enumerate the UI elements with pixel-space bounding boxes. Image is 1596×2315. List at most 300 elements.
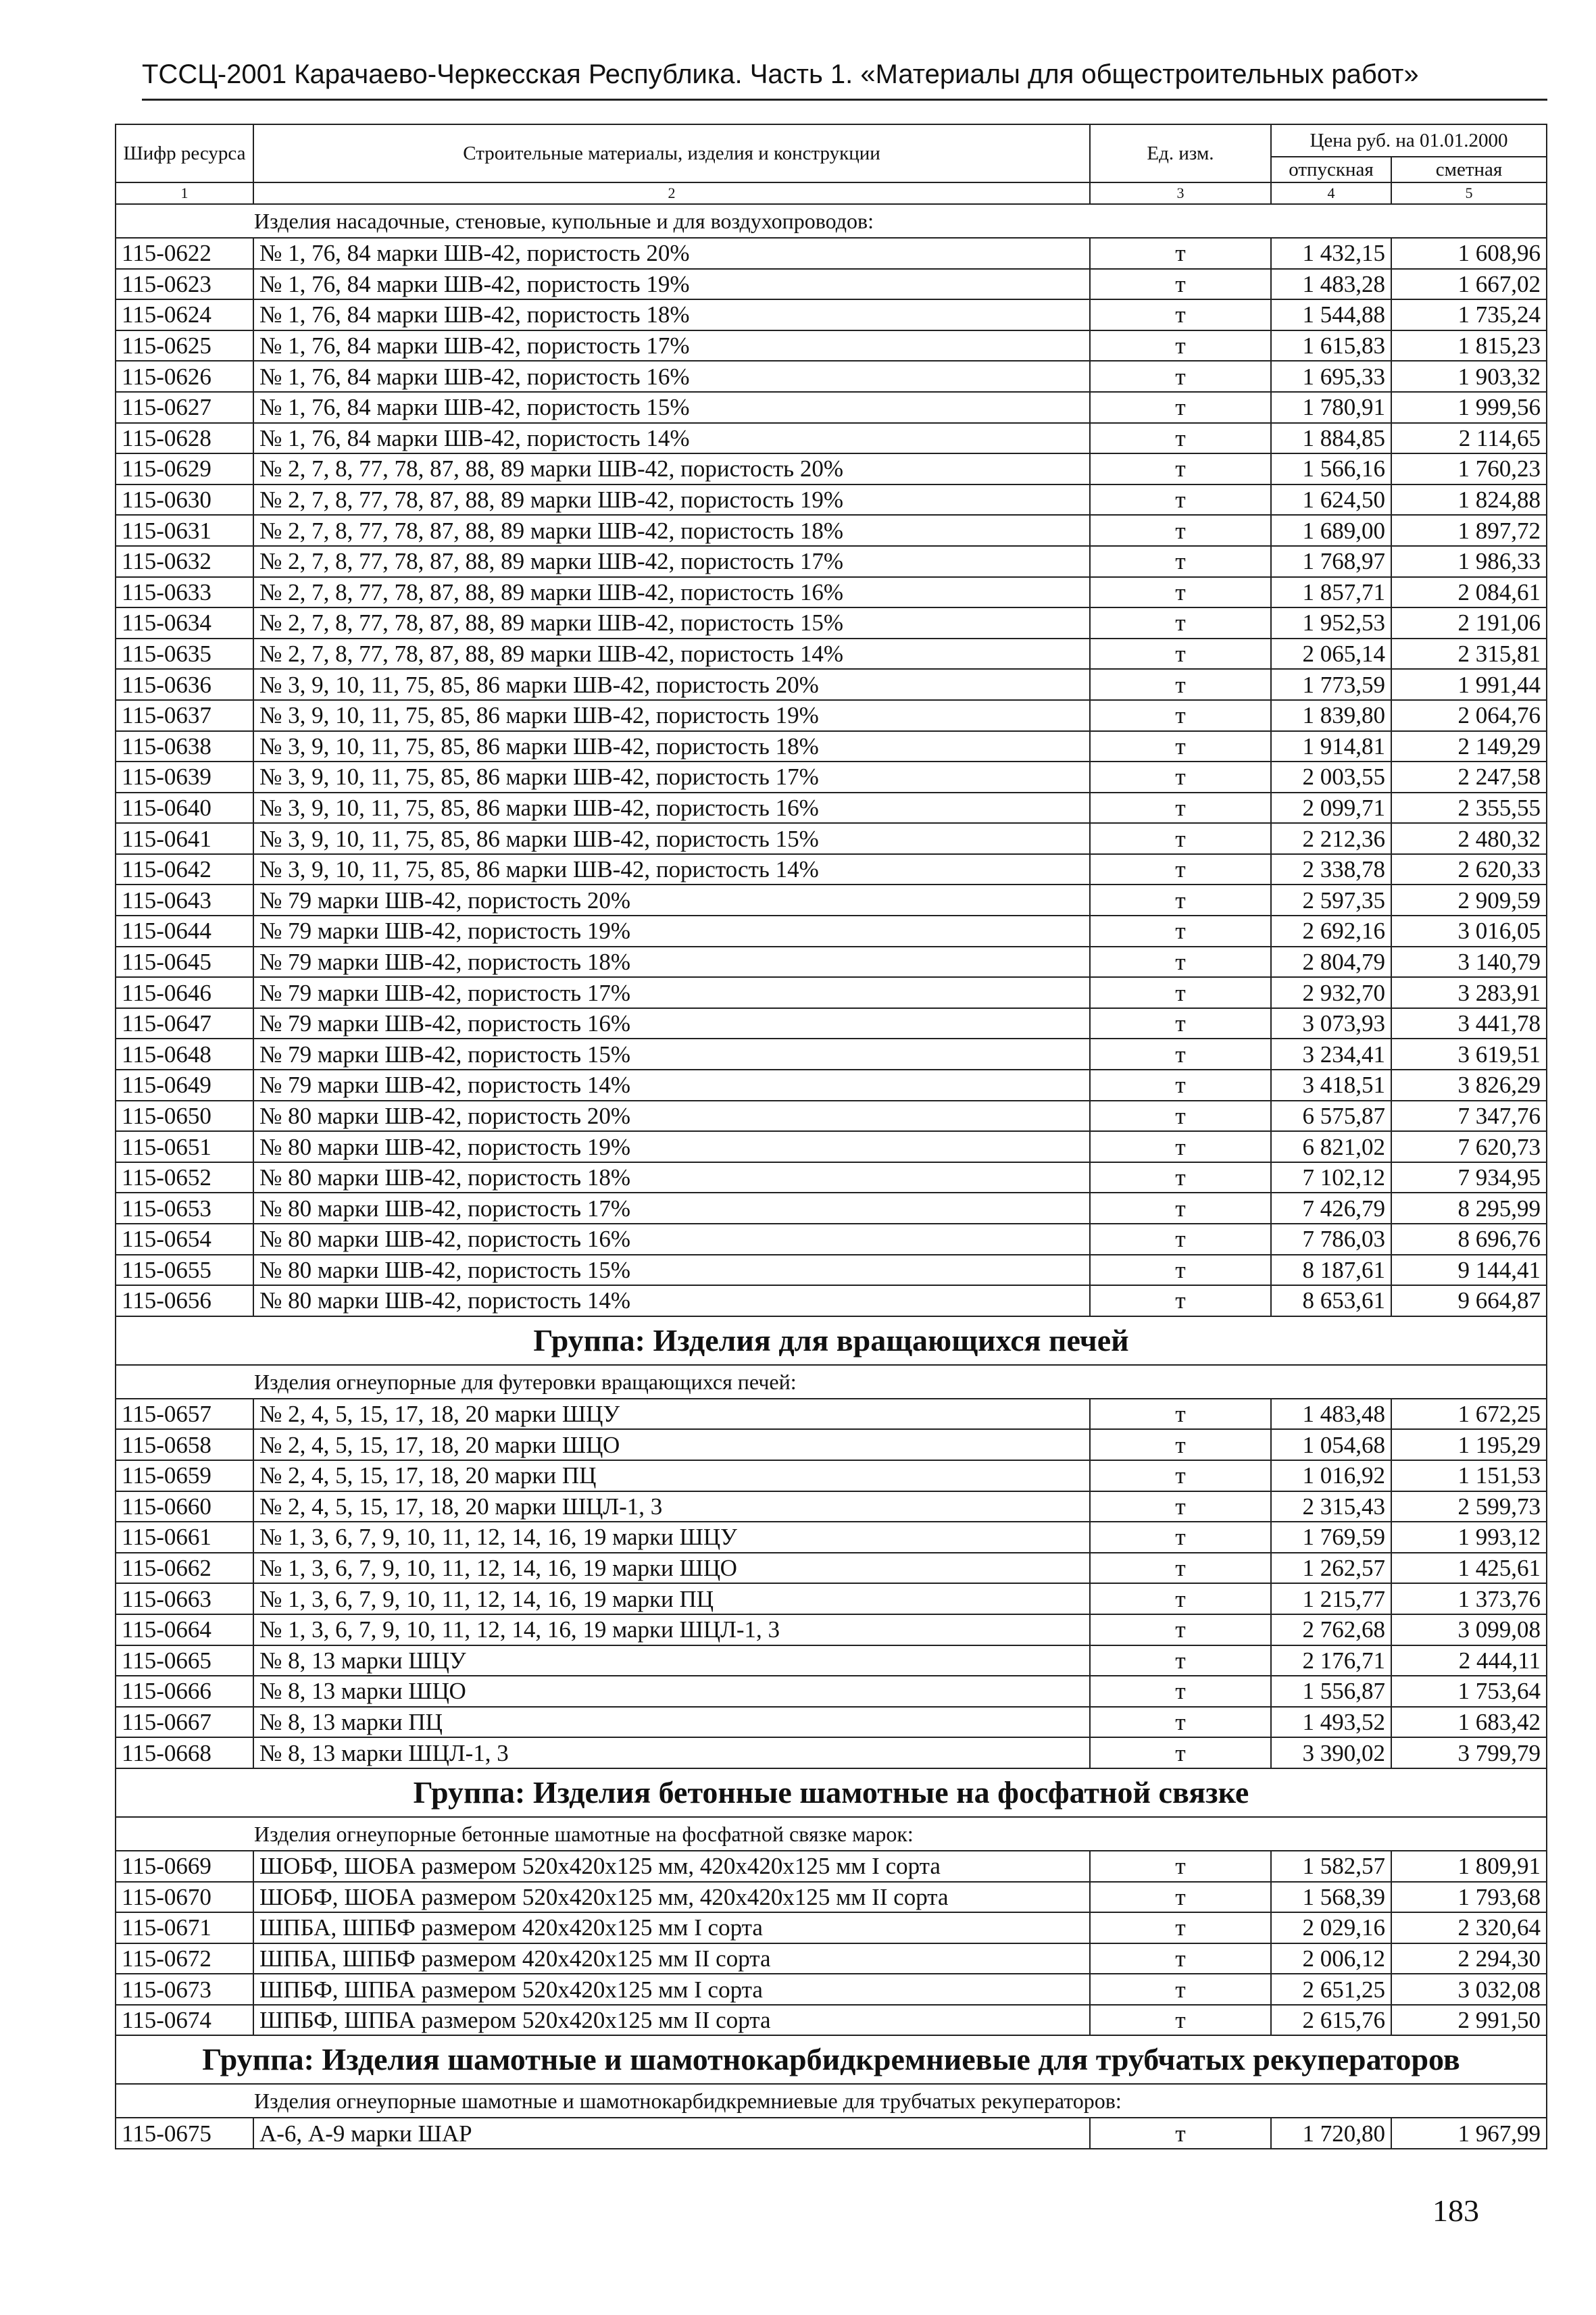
release-price-cell: 7 786,03 <box>1271 1224 1391 1255</box>
resource-code-cell: 115-0673 <box>116 1974 253 2005</box>
material-name-cell: № 79 марки ШВ-42, пористость 18% <box>253 947 1090 978</box>
release-price-cell: 1 568,39 <box>1271 1882 1391 1913</box>
release-price-cell: 2 804,79 <box>1271 947 1391 978</box>
release-price-cell: 2 212,36 <box>1271 823 1391 854</box>
resource-code-cell: 115-0652 <box>116 1162 253 1193</box>
unit-cell: т <box>1090 947 1271 978</box>
price-table-header <box>116 124 1547 204</box>
resource-code-cell: 115-0645 <box>116 947 253 978</box>
section-intro: Изделия огнеупорные шамотные и шамотнокарбидкремниевые для трубчатых рекуператоров: <box>116 2084 1547 2118</box>
table-row <box>116 1737 1547 1768</box>
resource-code-cell: 115-0653 <box>116 1193 253 1224</box>
resource-code-cell: 115-0658 <box>116 1429 253 1460</box>
resource-code-cell: 115-0641 <box>116 823 253 854</box>
unit-cell: т <box>1090 299 1271 330</box>
resource-code-cell: 115-0642 <box>116 854 253 885</box>
table-row <box>116 1645 1547 1676</box>
release-price-cell: 1 483,28 <box>1271 269 1391 300</box>
release-price-cell: 2 692,16 <box>1271 916 1391 947</box>
estimate-price-cell: 1 760,23 <box>1391 453 1547 484</box>
material-name-cell: № 3, 9, 10, 11, 75, 85, 86 марки ШВ-42, пористость 15% <box>253 823 1090 854</box>
resource-code-cell: 115-0662 <box>116 1553 253 1584</box>
resource-code-cell: 115-0672 <box>116 1943 253 1974</box>
resource-code-cell: 115-0639 <box>116 762 253 793</box>
table-row <box>116 1399 1547 1430</box>
resource-code-cell: 115-0666 <box>116 1676 253 1707</box>
column-number-4: 4 <box>1271 182 1391 204</box>
unit-cell: т <box>1090 885 1271 916</box>
release-price-cell: 1 884,85 <box>1271 423 1391 454</box>
estimate-price-cell: 2 909,59 <box>1391 885 1547 916</box>
group-heading-row <box>116 1316 1547 1365</box>
material-name-cell: № 2, 7, 8, 77, 78, 87, 88, 89 марки ШВ-42, пористость 18% <box>253 515 1090 546</box>
resource-code-cell: 115-0648 <box>116 1039 253 1070</box>
column-header-code: Шифр ресурса <box>116 124 253 182</box>
column-header-price-group: Цена руб. на 01.01.2000 <box>1271 124 1547 157</box>
page-number: 183 <box>1432 2193 1479 2228</box>
unit-cell: т <box>1090 1882 1271 1913</box>
material-name-cell: № 2, 4, 5, 15, 17, 18, 20 марки ПЦ <box>253 1460 1090 1491</box>
table-row <box>116 1070 1547 1101</box>
table-row <box>116 731 1547 762</box>
unit-cell: т <box>1090 1224 1271 1255</box>
release-price-cell: 1 556,87 <box>1271 1676 1391 1707</box>
material-name-cell: № 80 марки ШВ-42, пористость 20% <box>253 1101 1090 1132</box>
material-name-cell: № 2, 7, 8, 77, 78, 87, 88, 89 марки ШВ-42, пористость 15% <box>253 607 1090 639</box>
resource-code-cell: 115-0627 <box>116 392 253 423</box>
resource-code-cell: 115-0644 <box>116 916 253 947</box>
release-price-cell: 1 689,00 <box>1271 515 1391 546</box>
estimate-price-cell: 1 809,91 <box>1391 1851 1547 1882</box>
table-row <box>116 947 1547 978</box>
material-name-cell: № 3, 9, 10, 11, 75, 85, 86 марки ШВ-42, пористость 14% <box>253 854 1090 885</box>
unit-cell: т <box>1090 1943 1271 1974</box>
material-name-cell: № 2, 7, 8, 77, 78, 87, 88, 89 марки ШВ-42, пористость 17% <box>253 546 1090 577</box>
unit-cell: т <box>1090 453 1271 484</box>
material-name-cell: № 1, 76, 84 марки ШВ-42, пористость 19% <box>253 269 1090 300</box>
resource-code-cell: 115-0624 <box>116 299 253 330</box>
release-price-cell: 2 932,70 <box>1271 977 1391 1008</box>
material-name-cell: № 1, 76, 84 марки ШВ-42, пористость 14% <box>253 423 1090 454</box>
unit-cell: т <box>1090 546 1271 577</box>
section-intro-row <box>116 1365 1547 1399</box>
estimate-price-cell: 1 903,32 <box>1391 361 1547 392</box>
estimate-price-cell: 1 753,64 <box>1391 1676 1547 1707</box>
unit-cell: т <box>1090 1070 1271 1101</box>
material-name-cell: № 80 марки ШВ-42, пористость 15% <box>253 1255 1090 1286</box>
resource-code-cell: 115-0671 <box>116 1912 253 1943</box>
unit-cell: т <box>1090 1676 1271 1707</box>
estimate-price-cell: 1 999,56 <box>1391 392 1547 423</box>
resource-code-cell: 115-0665 <box>116 1645 253 1676</box>
unit-cell: т <box>1090 823 1271 854</box>
material-name-cell: № 3, 9, 10, 11, 75, 85, 86 марки ШВ-42, пористость 18% <box>253 731 1090 762</box>
material-name-cell: № 3, 9, 10, 11, 75, 85, 86 марки ШВ-42, пористость 17% <box>253 762 1090 793</box>
estimate-price-cell: 2 294,30 <box>1391 1943 1547 1974</box>
unit-cell: т <box>1090 1974 1271 2005</box>
table-row <box>116 977 1547 1008</box>
resource-code-cell: 115-0636 <box>116 669 253 700</box>
material-name-cell: № 79 марки ШВ-42, пористость 17% <box>253 977 1090 1008</box>
resource-code-cell: 115-0659 <box>116 1460 253 1491</box>
unit-cell: т <box>1090 423 1271 454</box>
material-name-cell: № 80 марки ШВ-42, пористость 18% <box>253 1162 1090 1193</box>
release-price-cell: 2 762,68 <box>1271 1614 1391 1645</box>
estimate-price-cell: 9 144,41 <box>1391 1255 1547 1286</box>
release-price-cell: 1 952,53 <box>1271 607 1391 639</box>
release-price-cell: 1 016,92 <box>1271 1460 1391 1491</box>
material-name-cell: ШОБФ, ШОБА размером 520x420x125 мм, 420x420x125 мм II сорта <box>253 1882 1090 1913</box>
unit-cell: т <box>1090 2005 1271 2036</box>
estimate-price-cell: 7 620,73 <box>1391 1131 1547 1162</box>
release-price-cell: 7 426,79 <box>1271 1193 1391 1224</box>
resource-code-cell: 115-0630 <box>116 484 253 516</box>
resource-code-cell: 115-0663 <box>116 1583 253 1614</box>
table-row <box>116 1131 1547 1162</box>
material-name-cell: ШПБА, ШПБФ размером 420x420x125 мм I сорта <box>253 1912 1090 1943</box>
release-price-cell: 3 234,41 <box>1271 1039 1391 1070</box>
table-row <box>116 1882 1547 1913</box>
header-rule <box>142 99 1547 101</box>
material-name-cell: № 2, 4, 5, 15, 17, 18, 20 марки ШЦЛ-1, 3 <box>253 1491 1090 1522</box>
unit-cell: т <box>1090 639 1271 670</box>
release-price-cell: 1 566,16 <box>1271 453 1391 484</box>
estimate-price-cell: 2 991,50 <box>1391 2005 1547 2036</box>
release-price-cell: 1 582,57 <box>1271 1851 1391 1882</box>
page-header-title: ТССЦ-2001 Карачаево-Черкесская Республика. Часть 1. «Материалы для общестроительных работ» <box>142 59 1419 89</box>
table-row <box>116 1008 1547 1039</box>
table-row <box>116 1255 1547 1286</box>
resource-code-cell: 115-0640 <box>116 793 253 824</box>
unit-cell: т <box>1090 1162 1271 1193</box>
table-row <box>116 1193 1547 1224</box>
resource-code-cell: 115-0660 <box>116 1491 253 1522</box>
release-price-cell: 1 768,97 <box>1271 546 1391 577</box>
resource-code-cell: 115-0646 <box>116 977 253 1008</box>
estimate-price-cell: 2 355,55 <box>1391 793 1547 824</box>
material-name-cell: № 8, 13 марки ПЦ <box>253 1707 1090 1738</box>
material-name-cell: № 1, 76, 84 марки ШВ-42, пористость 20% <box>253 238 1090 269</box>
resource-code-cell: 115-0667 <box>116 1707 253 1738</box>
table-row <box>116 1583 1547 1614</box>
release-price-cell: 2 176,71 <box>1271 1645 1391 1676</box>
estimate-price-cell: 2 315,81 <box>1391 639 1547 670</box>
resource-code-cell: 115-0631 <box>116 515 253 546</box>
table-row <box>116 330 1547 362</box>
unit-cell: т <box>1090 1553 1271 1584</box>
resource-code-cell: 115-0650 <box>116 1101 253 1132</box>
price-table-body <box>116 204 1547 2149</box>
column-header-estimate: сметная <box>1391 157 1547 182</box>
unit-cell: т <box>1090 1101 1271 1132</box>
material-name-cell: № 80 марки ШВ-42, пористость 19% <box>253 1131 1090 1162</box>
unit-cell: т <box>1090 577 1271 608</box>
estimate-price-cell: 1 815,23 <box>1391 330 1547 362</box>
unit-cell: т <box>1090 607 1271 639</box>
estimate-price-cell: 1 151,53 <box>1391 1460 1547 1491</box>
table-row <box>116 1162 1547 1193</box>
estimate-price-cell: 1 373,76 <box>1391 1583 1547 1614</box>
unit-cell: т <box>1090 916 1271 947</box>
column-header-name: Строительные материалы, изделия и конструкции <box>253 124 1090 182</box>
unit-cell: т <box>1090 484 1271 516</box>
unit-cell: т <box>1090 1460 1271 1491</box>
material-name-cell: № 79 марки ШВ-42, пористость 15% <box>253 1039 1090 1070</box>
table-row <box>116 577 1547 608</box>
material-name-cell: ШОБФ, ШОБА размером 520x420x125 мм, 420x420x125 мм I сорта <box>253 1851 1090 1882</box>
section-intro: Изделия огнеупорные бетонные шамотные на фосфатной связке марок: <box>116 1817 1547 1851</box>
estimate-price-cell: 2 320,64 <box>1391 1912 1547 1943</box>
table-row <box>116 669 1547 700</box>
table-row <box>116 823 1547 854</box>
estimate-price-cell: 2 149,29 <box>1391 731 1547 762</box>
table-row <box>116 854 1547 885</box>
material-name-cell: ШПБФ, ШПБА размером 520x420x125 мм I сорта <box>253 1974 1090 2005</box>
table-row <box>116 361 1547 392</box>
material-name-cell: № 79 марки ШВ-42, пористость 20% <box>253 885 1090 916</box>
table-row <box>116 1553 1547 1584</box>
material-name-cell: № 80 марки ШВ-42, пористость 14% <box>253 1285 1090 1316</box>
estimate-price-cell: 8 295,99 <box>1391 1193 1547 1224</box>
estimate-price-cell: 1 195,29 <box>1391 1429 1547 1460</box>
unit-cell: т <box>1090 1912 1271 1943</box>
material-name-cell: № 1, 76, 84 марки ШВ-42, пористость 16% <box>253 361 1090 392</box>
resource-code-cell: 115-0669 <box>116 1851 253 1882</box>
release-price-cell: 2 615,76 <box>1271 2005 1391 2036</box>
section-intro-row <box>116 2084 1547 2118</box>
resource-code-cell: 115-0622 <box>116 238 253 269</box>
estimate-price-cell: 3 799,79 <box>1391 1737 1547 1768</box>
resource-code-cell: 115-0654 <box>116 1224 253 1255</box>
estimate-price-cell: 1 793,68 <box>1391 1882 1547 1913</box>
material-name-cell: № 80 марки ШВ-42, пористость 17% <box>253 1193 1090 1224</box>
resource-code-cell: 115-0647 <box>116 1008 253 1039</box>
resource-code-cell: 115-0629 <box>116 453 253 484</box>
estimate-price-cell: 2 084,61 <box>1391 577 1547 608</box>
table-row <box>116 762 1547 793</box>
material-name-cell: № 1, 3, 6, 7, 9, 10, 11, 12, 14, 16, 19 марки ПЦ <box>253 1583 1090 1614</box>
unit-cell: т <box>1090 1614 1271 1645</box>
material-name-cell: № 2, 7, 8, 77, 78, 87, 88, 89 марки ШВ-42, пористость 16% <box>253 577 1090 608</box>
material-name-cell: № 1, 76, 84 марки ШВ-42, пористость 15% <box>253 392 1090 423</box>
estimate-price-cell: 1 683,42 <box>1391 1707 1547 1738</box>
material-name-cell: ШПБА, ШПБФ размером 420x420x125 мм II сорта <box>253 1943 1090 1974</box>
material-name-cell: № 1, 3, 6, 7, 9, 10, 11, 12, 14, 16, 19 марки ШЦЛ-1, 3 <box>253 1614 1090 1645</box>
unit-cell: т <box>1090 1707 1271 1738</box>
table-row <box>116 515 1547 546</box>
unit-cell: т <box>1090 269 1271 300</box>
unit-cell: т <box>1090 2118 1271 2149</box>
unit-cell: т <box>1090 238 1271 269</box>
release-price-cell: 1 857,71 <box>1271 577 1391 608</box>
section-intro: Изделия насадочные, стеновые, купольные и для воздухопроводов: <box>116 204 1547 238</box>
release-price-cell: 1 695,33 <box>1271 361 1391 392</box>
material-name-cell: № 8, 13 марки ШЦО <box>253 1676 1090 1707</box>
table-row <box>116 1676 1547 1707</box>
group-heading-row <box>116 1768 1547 1817</box>
table-row <box>116 885 1547 916</box>
unit-cell: т <box>1090 330 1271 362</box>
table-row <box>116 1429 1547 1460</box>
release-price-cell: 2 065,14 <box>1271 639 1391 670</box>
table-row <box>116 269 1547 300</box>
estimate-price-cell: 3 016,05 <box>1391 916 1547 947</box>
resource-code-cell: 115-0675 <box>116 2118 253 2149</box>
unit-cell: т <box>1090 1645 1271 1676</box>
material-name-cell: № 2, 7, 8, 77, 78, 87, 88, 89 марки ШВ-42, пористость 20% <box>253 453 1090 484</box>
table-row <box>116 453 1547 484</box>
material-name-cell: № 3, 9, 10, 11, 75, 85, 86 марки ШВ-42, пористость 19% <box>253 700 1090 731</box>
group-title: Группа: Изделия шамотные и шамотнокарбидкремниевые для трубчатых рекуператоров <box>116 2035 1547 2084</box>
estimate-price-cell: 2 444,11 <box>1391 1645 1547 1676</box>
release-price-cell: 2 099,71 <box>1271 793 1391 824</box>
release-price-cell: 6 575,87 <box>1271 1101 1391 1132</box>
unit-cell: т <box>1090 1737 1271 1768</box>
unit-cell: т <box>1090 1583 1271 1614</box>
release-price-cell: 1 769,59 <box>1271 1522 1391 1553</box>
resource-code-cell: 115-0625 <box>116 330 253 362</box>
estimate-price-cell: 1 672,25 <box>1391 1399 1547 1430</box>
price-table <box>115 124 1547 2149</box>
table-row <box>116 1851 1547 1882</box>
release-price-cell: 2 006,12 <box>1271 1943 1391 1974</box>
resource-code-cell: 115-0674 <box>116 2005 253 2036</box>
estimate-price-cell: 9 664,87 <box>1391 1285 1547 1316</box>
table-row <box>116 639 1547 670</box>
estimate-price-cell: 3 099,08 <box>1391 1614 1547 1645</box>
resource-code-cell: 115-0670 <box>116 1882 253 1913</box>
estimate-price-cell: 3 619,51 <box>1391 1039 1547 1070</box>
unit-cell: т <box>1090 1255 1271 1286</box>
estimate-price-cell: 3 140,79 <box>1391 947 1547 978</box>
table-row <box>116 1101 1547 1132</box>
table-row <box>116 238 1547 269</box>
release-price-cell: 1 262,57 <box>1271 1553 1391 1584</box>
estimate-price-cell: 8 696,76 <box>1391 1224 1547 1255</box>
resource-code-cell: 115-0661 <box>116 1522 253 1553</box>
release-price-cell: 2 597,35 <box>1271 885 1391 916</box>
resource-code-cell: 115-0638 <box>116 731 253 762</box>
material-name-cell: ШПБФ, ШПБА размером 520x420x125 мм II сорта <box>253 2005 1090 2036</box>
estimate-price-cell: 1 897,72 <box>1391 515 1547 546</box>
unit-cell: т <box>1090 1522 1271 1553</box>
release-price-cell: 3 073,93 <box>1271 1008 1391 1039</box>
release-price-cell: 8 187,61 <box>1271 1255 1391 1286</box>
material-name-cell: № 1, 76, 84 марки ШВ-42, пористость 17% <box>253 330 1090 362</box>
table-row <box>116 1522 1547 1553</box>
estimate-price-cell: 3 283,91 <box>1391 977 1547 1008</box>
release-price-cell: 1 432,15 <box>1271 238 1391 269</box>
table-row <box>116 1039 1547 1070</box>
estimate-price-cell: 2 064,76 <box>1391 700 1547 731</box>
unit-cell: т <box>1090 392 1271 423</box>
resource-code-cell: 115-0649 <box>116 1070 253 1101</box>
release-price-cell: 2 003,55 <box>1271 762 1391 793</box>
resource-code-cell: 115-0635 <box>116 639 253 670</box>
resource-code-cell: 115-0634 <box>116 607 253 639</box>
estimate-price-cell: 2 114,65 <box>1391 423 1547 454</box>
group-title: Группа: Изделия бетонные шамотные на фосфатной связке <box>116 1768 1547 1817</box>
material-name-cell: А-6, А-9 марки ШАР <box>253 2118 1090 2149</box>
resource-code-cell: 115-0657 <box>116 1399 253 1430</box>
table-row <box>116 1974 1547 2005</box>
table-row <box>116 1224 1547 1255</box>
table-row <box>116 1460 1547 1491</box>
material-name-cell: № 8, 13 марки ШЦУ <box>253 1645 1090 1676</box>
material-name-cell: № 1, 3, 6, 7, 9, 10, 11, 12, 14, 16, 19 марки ШЦО <box>253 1553 1090 1584</box>
release-price-cell: 1 215,77 <box>1271 1583 1391 1614</box>
column-number-5: 5 <box>1391 182 1547 204</box>
estimate-price-cell: 3 826,29 <box>1391 1070 1547 1101</box>
unit-cell: т <box>1090 1039 1271 1070</box>
release-price-cell: 2 315,43 <box>1271 1491 1391 1522</box>
unit-cell: т <box>1090 1429 1271 1460</box>
table-row <box>116 1943 1547 1974</box>
table-row <box>116 2118 1547 2149</box>
release-price-cell: 8 653,61 <box>1271 1285 1391 1316</box>
unit-cell: т <box>1090 977 1271 1008</box>
material-name-cell: № 79 марки ШВ-42, пористость 16% <box>253 1008 1090 1039</box>
material-name-cell: № 79 марки ШВ-42, пористость 19% <box>253 916 1090 947</box>
estimate-price-cell: 2 599,73 <box>1391 1491 1547 1522</box>
release-price-cell: 2 651,25 <box>1271 1974 1391 2005</box>
resource-code-cell: 115-0633 <box>116 577 253 608</box>
table-row <box>116 423 1547 454</box>
group-title: Группа: Изделия для вращающихся печей <box>116 1316 1547 1365</box>
material-name-cell: № 8, 13 марки ШЦЛ-1, 3 <box>253 1737 1090 1768</box>
unit-cell: т <box>1090 1131 1271 1162</box>
material-name-cell: № 3, 9, 10, 11, 75, 85, 86 марки ШВ-42, пористость 20% <box>253 669 1090 700</box>
resource-code-cell: 115-0623 <box>116 269 253 300</box>
estimate-price-cell: 2 247,58 <box>1391 762 1547 793</box>
table-row <box>116 916 1547 947</box>
resource-code-cell: 115-0655 <box>116 1255 253 1286</box>
table-row <box>116 484 1547 516</box>
table-row <box>116 793 1547 824</box>
release-price-cell: 1 780,91 <box>1271 392 1391 423</box>
group-heading-row <box>116 2035 1547 2084</box>
release-price-cell: 1 615,83 <box>1271 330 1391 362</box>
column-number-1: 1 <box>116 182 253 204</box>
estimate-price-cell: 1 667,02 <box>1391 269 1547 300</box>
estimate-price-cell: 1 991,44 <box>1391 669 1547 700</box>
release-price-cell: 1 914,81 <box>1271 731 1391 762</box>
table-row <box>116 546 1547 577</box>
estimate-price-cell: 7 347,76 <box>1391 1101 1547 1132</box>
unit-cell: т <box>1090 854 1271 885</box>
table-row <box>116 392 1547 423</box>
release-price-cell: 1 720,80 <box>1271 2118 1391 2149</box>
table-row <box>116 700 1547 731</box>
table-row <box>116 1614 1547 1645</box>
release-price-cell: 2 338,78 <box>1271 854 1391 885</box>
estimate-price-cell: 2 480,32 <box>1391 823 1547 854</box>
estimate-price-cell: 3 441,78 <box>1391 1008 1547 1039</box>
estimate-price-cell: 1 608,96 <box>1391 238 1547 269</box>
material-name-cell: № 3, 9, 10, 11, 75, 85, 86 марки ШВ-42, пористость 16% <box>253 793 1090 824</box>
unit-cell: т <box>1090 1285 1271 1316</box>
material-name-cell: № 1, 3, 6, 7, 9, 10, 11, 12, 14, 16, 19 марки ШЦУ <box>253 1522 1090 1553</box>
estimate-price-cell: 1 993,12 <box>1391 1522 1547 1553</box>
material-name-cell: № 80 марки ШВ-42, пористость 16% <box>253 1224 1090 1255</box>
table-row <box>116 1491 1547 1522</box>
release-price-cell: 2 029,16 <box>1271 1912 1391 1943</box>
unit-cell: т <box>1090 361 1271 392</box>
material-name-cell: № 2, 7, 8, 77, 78, 87, 88, 89 марки ШВ-42, пористость 14% <box>253 639 1090 670</box>
release-price-cell: 1 544,88 <box>1271 299 1391 330</box>
release-price-cell: 3 390,02 <box>1271 1737 1391 1768</box>
table-row <box>116 607 1547 639</box>
